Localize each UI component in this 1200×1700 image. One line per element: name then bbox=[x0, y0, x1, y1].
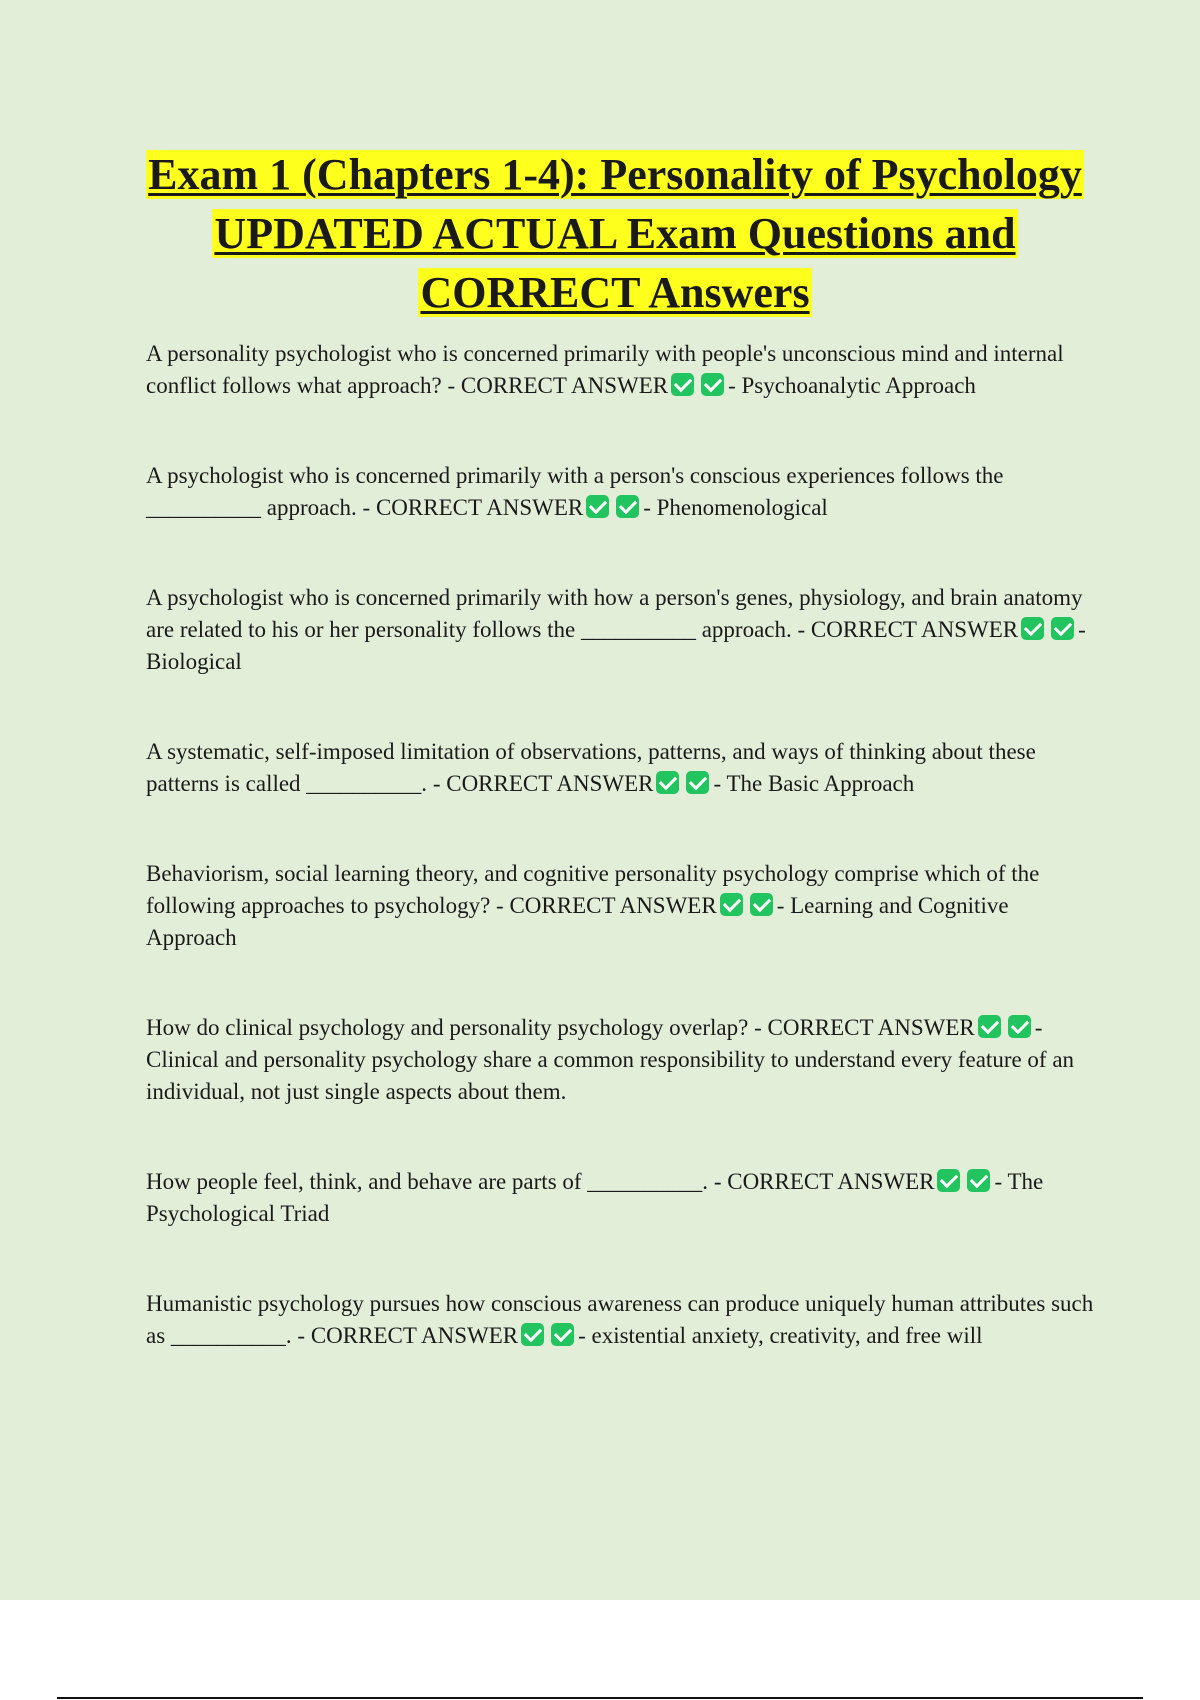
green-checkbox-icon bbox=[701, 373, 724, 396]
green-checkbox-icon bbox=[1008, 1015, 1031, 1038]
qa-item bbox=[146, 582, 1096, 736]
question-text: A psychologist who is concerned primarily with a person's conscious experiences follows the __________ approach. bbox=[146, 463, 1004, 520]
green-checkbox-icon bbox=[616, 495, 639, 518]
green-checkbox-icon bbox=[586, 495, 609, 518]
answer-text: - Phenomenological bbox=[643, 495, 828, 520]
answer-text: - existential anxiety, creativity, and free will bbox=[578, 1323, 983, 1348]
correct-answer-label: - CORRECT ANSWER bbox=[291, 1323, 519, 1348]
green-checkbox-icon bbox=[937, 1169, 960, 1192]
green-checkbox-icon bbox=[750, 893, 773, 916]
qa-list bbox=[146, 338, 1096, 1410]
green-checkbox-icon bbox=[671, 373, 694, 396]
qa-item bbox=[146, 460, 1096, 582]
question-text: A systematic, self-imposed limitation of observations, patterns, and ways of thinking about these patterns is called __________. bbox=[146, 739, 1036, 796]
correct-answer-label: - CORRECT ANSWER bbox=[708, 1169, 935, 1194]
green-checkbox-icon bbox=[521, 1323, 544, 1346]
question-text: A psychologist who is concerned primarily with how a person's genes, physiology, and brain anatomy are related to his or her personality follows the __________ approach. bbox=[146, 585, 1083, 642]
green-checkbox-icon bbox=[1051, 617, 1074, 640]
question-text: How do clinical psychology and personality psychology overlap? bbox=[146, 1015, 749, 1040]
qa-item bbox=[146, 858, 1096, 1012]
green-checkbox-icon bbox=[967, 1169, 990, 1192]
answer-text: - Biological bbox=[146, 617, 1086, 674]
question-text: A personality psychologist who is concerned primarily with people's unconscious mind and internal conflict follows what approach? bbox=[146, 341, 1064, 398]
green-checkbox-icon bbox=[1021, 617, 1044, 640]
qa-item bbox=[146, 1166, 1096, 1288]
question-text: Behaviorism, social learning theory, and cognitive personality psychology comprise which of the following approaches to psychology? bbox=[146, 861, 1040, 918]
correct-answer-label: - CORRECT ANSWER bbox=[427, 771, 654, 796]
qa-item bbox=[146, 1288, 1096, 1410]
answer-text: - Learning and Cognitive Approach bbox=[146, 893, 1009, 950]
correct-answer-label: - CORRECT ANSWER bbox=[748, 1015, 975, 1040]
footer-divider bbox=[57, 1697, 1143, 1699]
green-checkbox-icon bbox=[656, 771, 679, 794]
correct-answer-label: - CORRECT ANSWER bbox=[791, 617, 1019, 642]
correct-answer-label: - CORRECT ANSWER bbox=[490, 893, 717, 918]
page-title bbox=[145, 145, 1085, 322]
question-text: Humanistic psychology pursues how conscious awareness can produce uniquely human attributes such as __________. bbox=[146, 1291, 1094, 1348]
green-checkbox-icon bbox=[686, 771, 709, 794]
qa-item bbox=[146, 338, 1096, 460]
qa-item bbox=[146, 736, 1096, 858]
answer-text: - The Basic Approach bbox=[713, 771, 915, 796]
answer-text: - The Psychological Triad bbox=[146, 1169, 1044, 1226]
green-checkbox-icon bbox=[551, 1323, 574, 1346]
green-checkbox-icon bbox=[978, 1015, 1001, 1038]
question-text: How people feel, think, and behave are parts of __________. bbox=[146, 1169, 709, 1194]
correct-answer-label: - CORRECT ANSWER bbox=[356, 495, 584, 520]
answer-text: - Clinical and personality psychology share a common responsibility to understand every feature of an individual, not just single aspects about them. bbox=[146, 1015, 1075, 1104]
page-title-text: Exam 1 (Chapters 1-4): Personality of Psychology UPDATED ACTUAL Exam Questions and CORRECT Answers bbox=[148, 150, 1082, 317]
green-checkbox-icon bbox=[720, 893, 743, 916]
qa-item bbox=[146, 1012, 1096, 1166]
correct-answer-label: - CORRECT ANSWER bbox=[441, 373, 669, 398]
answer-text: - Psychoanalytic Approach bbox=[728, 373, 976, 398]
